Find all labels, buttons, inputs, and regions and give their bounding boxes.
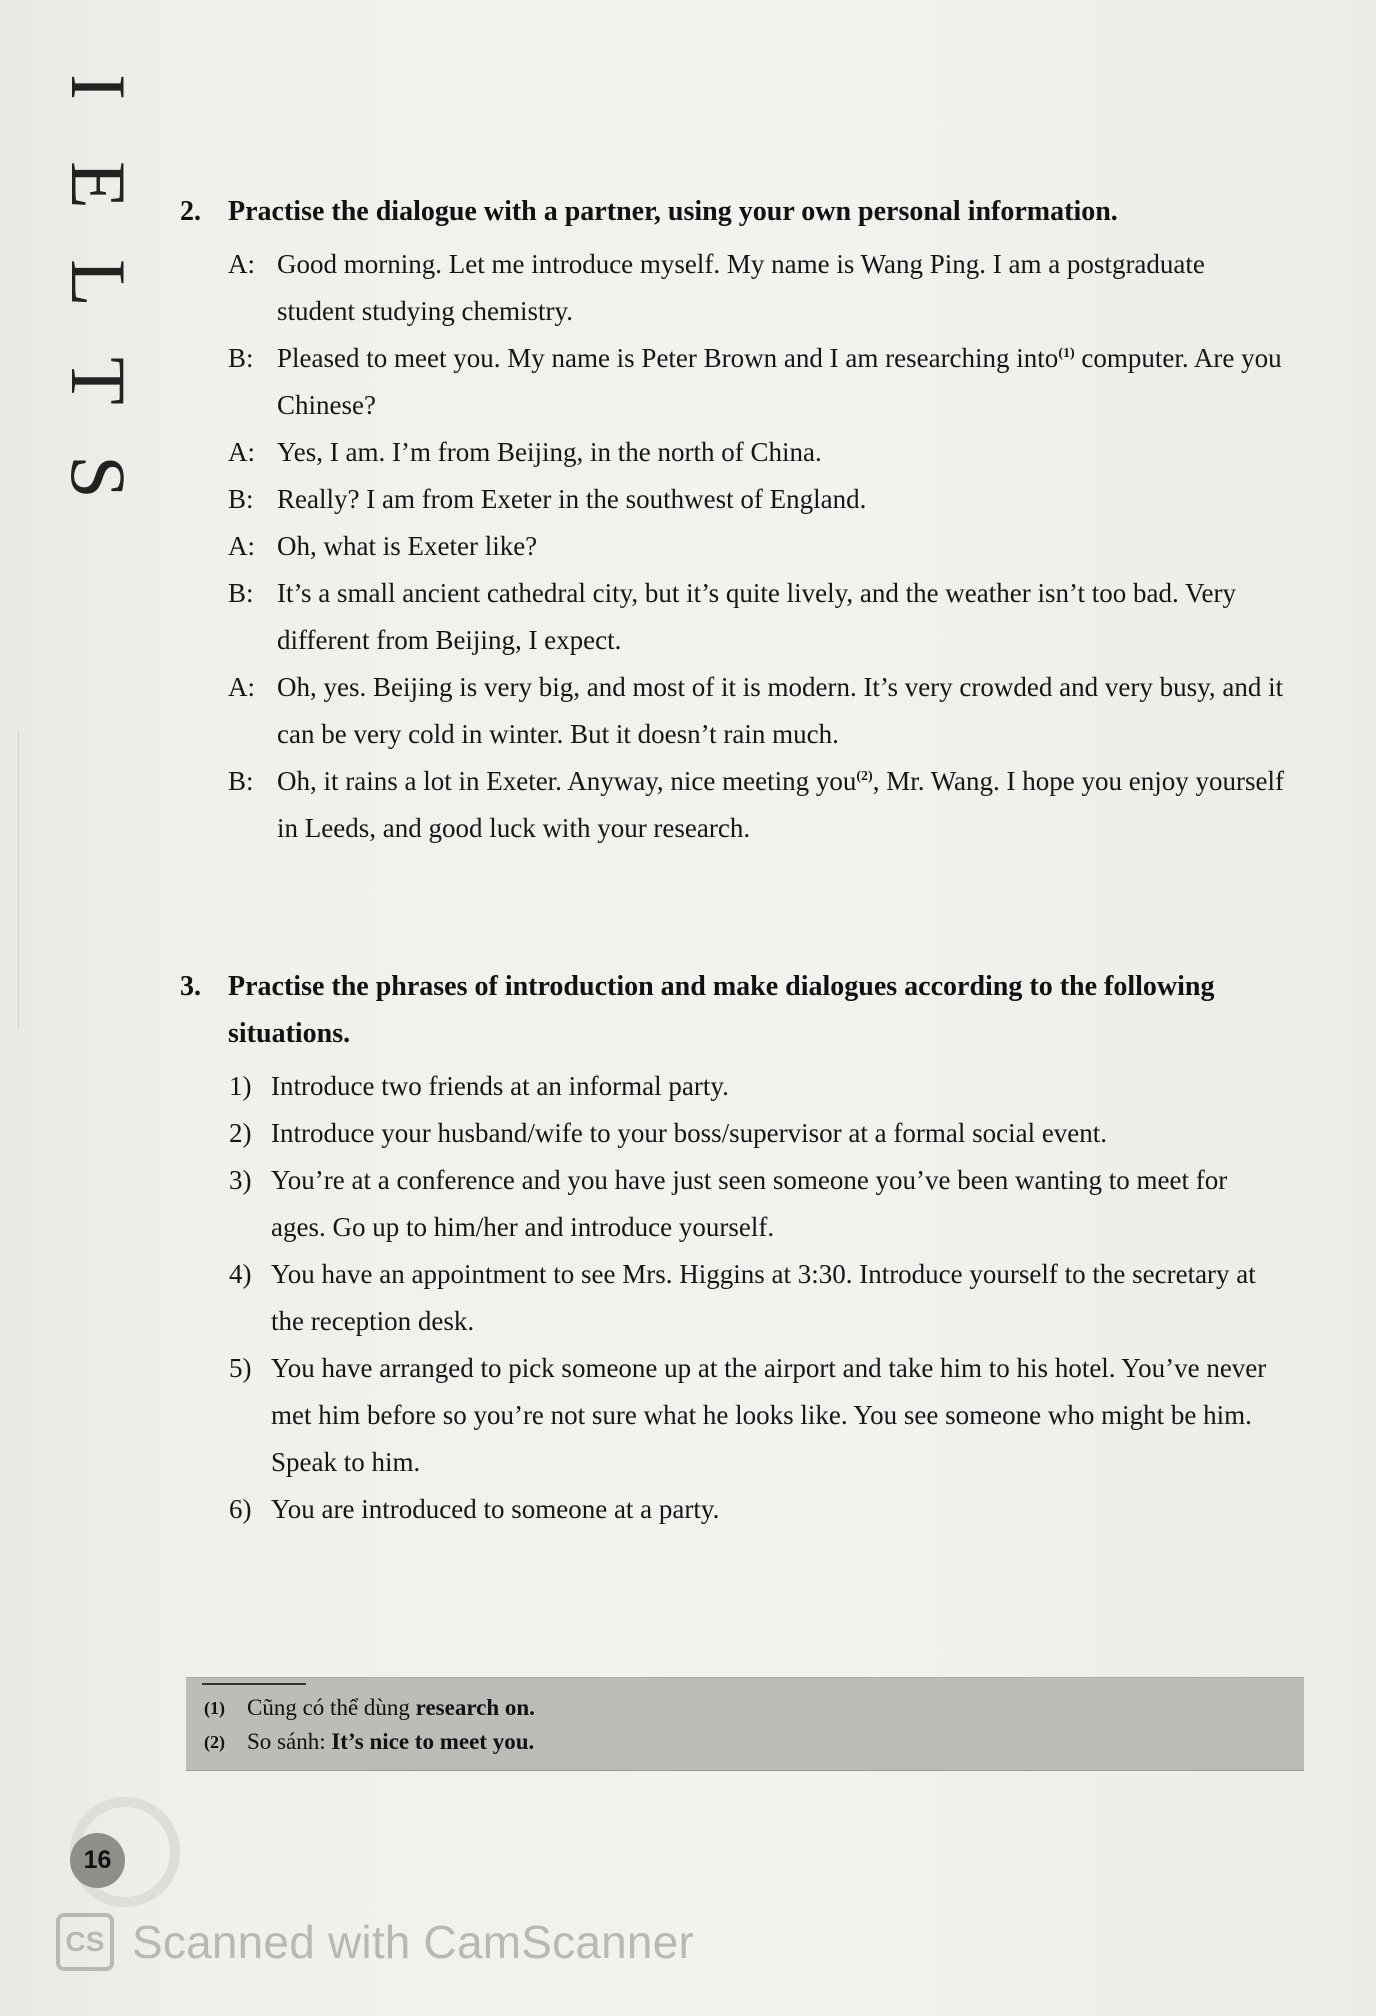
footnote-ref: (2) — [856, 769, 873, 784]
footnote-bold: It’s nice to meet you. — [331, 1729, 535, 1754]
dialogue-line — [228, 758, 1285, 852]
side-letter-i: I — [55, 74, 142, 100]
situation-item — [229, 1063, 1285, 1110]
speaker-label: A: — [228, 531, 255, 561]
utterance: Yes, I am. I’m from Beijing, in the north of China. — [277, 437, 822, 467]
side-letter-e: E — [55, 161, 142, 209]
situation-text: Introduce your husband/wife to your boss/supervisor at a formal social event. — [271, 1118, 1108, 1148]
speaker-label: B: — [228, 343, 254, 373]
utterance: It’s a small ancient cathedral city, but it’s quite lively, and the weather isn’t too bad. Very different from Beijing, I expect. — [277, 578, 1236, 655]
speaker-label: B: — [228, 766, 254, 796]
utterance — [277, 758, 1285, 852]
exercise-instruction: Practise the dialogue with a partner, using your own personal information. — [228, 196, 1118, 227]
footnote-rule — [202, 1683, 306, 1685]
footnote-plain: So sánh: — [247, 1729, 332, 1754]
utterance: Oh, what is Exeter like? — [277, 531, 538, 561]
situation-number: 3) — [229, 1165, 252, 1195]
footnote-1 — [204, 1693, 1284, 1723]
situation-text: Introduce two friends at an informal party. — [271, 1071, 729, 1101]
dialogue-line — [228, 570, 1285, 664]
utterance-text: Pleased to meet you. My name is Peter Brown and I am researching into — [277, 343, 1059, 373]
speaker-label: B: — [228, 484, 254, 514]
footnotes-box — [186, 1677, 1304, 1771]
exercise-2 — [180, 188, 1285, 852]
dialogue-line — [228, 429, 1285, 476]
situation-item — [229, 1345, 1285, 1486]
situation-item — [229, 1157, 1285, 1251]
dialogue-line — [228, 523, 1285, 570]
situation-text: You are introduced to someone at a party. — [271, 1494, 720, 1524]
footnote-2 — [204, 1727, 1284, 1757]
situation-item — [229, 1251, 1285, 1345]
utterance: Oh, yes. Beijing is very big, and most of it is modern. It’s very crowded and very busy, and it can be very cold in winter. But it doesn’t rain much. — [277, 672, 1284, 749]
exercise-number: 3. — [180, 971, 201, 1002]
situation-text: You have an appointment to see Mrs. Higgins at 3:30. Introduce yourself to the secretary at the reception desk. — [271, 1259, 1256, 1336]
situation-number: 2) — [229, 1118, 252, 1148]
footnote-plain: Cũng có thể dùng — [247, 1695, 416, 1720]
exercise-3-heading — [180, 963, 1285, 1057]
footnote-number: (1) — [204, 1698, 225, 1718]
footnote-ref: (1) — [1058, 346, 1075, 361]
speaker-label: A: — [228, 437, 255, 467]
page-edge-shadow — [0, 730, 19, 1030]
utterance-text-after: computer. Are you Chinese? — [277, 343, 1282, 420]
side-letter-t: T — [55, 357, 142, 405]
situation-list — [229, 1063, 1285, 1533]
footnote-number: (2) — [204, 1732, 225, 1752]
side-letter-s: S — [55, 455, 142, 499]
side-letter-l: L — [55, 259, 142, 307]
dialogue-line — [228, 241, 1285, 335]
utterance — [277, 335, 1285, 429]
speaker-label: A: — [228, 672, 255, 702]
situation-number: 4) — [229, 1259, 252, 1289]
speaker-label: B: — [228, 578, 254, 608]
situation-number: 5) — [229, 1353, 252, 1383]
utterance: Good morning. Let me introduce myself. My name is Wang Ping. I am a postgraduate student studying chemistry. — [277, 249, 1205, 326]
situation-text: You’re at a conference and you have just seen someone you’ve been wanting to meet for ages. Go up to him/her and introduce yourself. — [271, 1165, 1228, 1242]
situation-item — [229, 1110, 1285, 1157]
situation-text: You have arranged to pick someone up at the airport and take him to his hotel. You’ve never met him before so you’re not sure what he looks like. You see someone who might be him. Speak to him. — [271, 1353, 1267, 1477]
exercise-instruction: Practise the phrases of introduction and make dialogues according to the following situations. — [228, 971, 1215, 1049]
page-number: 16 — [70, 1833, 125, 1888]
exercise-number: 2. — [180, 196, 201, 227]
dialogue-line — [228, 664, 1285, 758]
exercise-3 — [180, 963, 1285, 1533]
utterance-text: Oh, it rains a lot in Exeter. Anyway, nice meeting you — [277, 766, 857, 796]
situation-number: 6) — [229, 1494, 252, 1524]
exercise-2-heading — [180, 188, 1285, 235]
dialogue-line — [228, 476, 1285, 523]
camscanner-icon: CS — [56, 1913, 114, 1971]
dialogue — [228, 241, 1285, 852]
footnote-bold: research on. — [415, 1695, 535, 1720]
footnote-text — [247, 1693, 535, 1723]
watermark-text: Scanned with CamScanner — [132, 1916, 695, 1968]
situation-item — [229, 1486, 1285, 1533]
utterance: Really? I am from Exeter in the southwest of England. — [277, 484, 867, 514]
situation-number: 1) — [229, 1071, 252, 1101]
speaker-label: A: — [228, 249, 255, 279]
dialogue-line — [228, 335, 1285, 429]
footnote-text — [247, 1727, 534, 1757]
utterance-text-after: , Mr. Wang. I hope you enjoy yourself in Leeds, and good luck with your research. — [277, 766, 1284, 843]
camscanner-watermark — [56, 1907, 956, 1977]
